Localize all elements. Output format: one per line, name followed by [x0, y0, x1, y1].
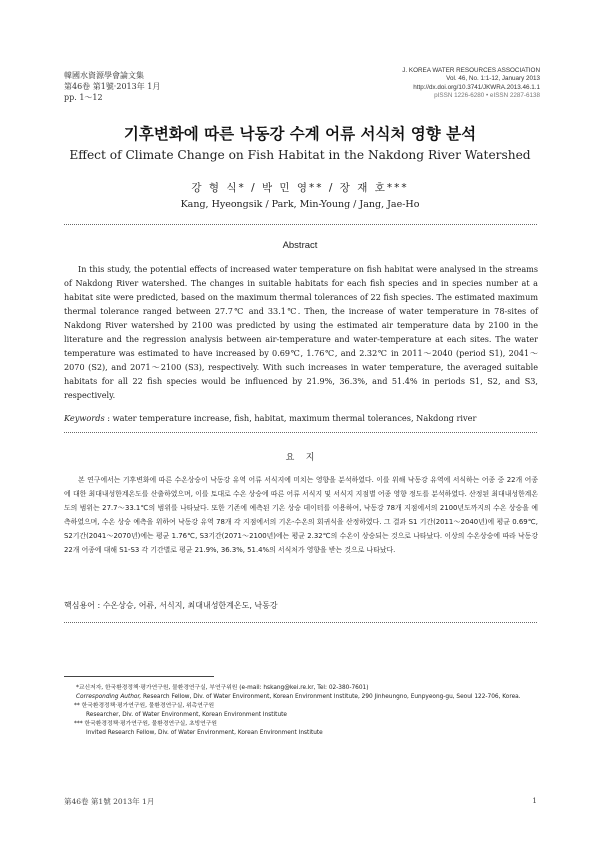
summary-keywords-text: 수온상승, 어류, 서식지, 최대내성한계온도, 낙동강 — [102, 601, 278, 610]
summary-text: 본 연구에서는 기후변화에 따른 수온상승이 낙동강 유역 어류 서식지에 미치는 영향을 분석하였다. 이를 위해 낙동강 유역에 서식하는 어종 중 22개 어종에 대한 최대내성한계온도를 산출하였으며, 이를 토대로 수온 상승에 따른 어류 서식지 및 서식지 지점별 어종 영향 정도를 분석하였다. 산정된 최대내성한계온도의 범위는 27.7～33.1℃의 범위를 나타났다. 또한 기존에 예측된 기온 상승 데이터를 이용하여, 낙동강 78개 지점에서의 2100년도까지의 수온 상승을 예측하였으며, 수온 상승 예측을 위하여 낙동강 유역 78개 각 지점에서의 기온-수온의 회귀식을 산정하였다. 그 결과 S1 기간(2011～2040년)에 평균 0.69℃, S2기간(2041～2070년)에는 평균 1.76℃, S3기간(2071～2100년)에는 평균 2.32℃의 수온이 상승되는 것으로 나타났다. 이상의 수온상승에 따라 낙동강 22개 어종에 대해 S1-S3 각 기간별로 평균 21.9%, 36.3%, 51.4%의 서식처가 영향을 받는 것으로 나타났다. — [64, 476, 538, 555]
footnote-3-en: Invited Research Fellow, Div. of Water Environment, Korean Environment Institute — [86, 729, 323, 736]
footnote-2 — [64, 702, 538, 711]
authors-ko: 강 형 식* / 박 민 영** / 장 재 호*** — [191, 182, 409, 194]
journal-name-en: J. KOREA WATER RESOURCES ASSOCIATION — [402, 67, 540, 74]
page-range: pp. 1～12 — [64, 93, 103, 102]
summary-heading: 요 지 — [285, 453, 315, 463]
footnote-1-mark: * — [76, 685, 79, 691]
journal-header-left — [64, 70, 160, 103]
abstract-text: In this study, the potential effects of increased water temperature on fish habitat were analysed in the streams of Nakdong River watershed. The changes in suitable habitats for each fish species and in species number at a habitat site were predicted, based on the maximum thermal tolerances of 22 fish species. The estimated maximum thermal tolerance ranged between 27.7℃ and 33.1℃. Then, the increase of water temperature in 78-sites of Nakdong River watershed by 2100 was predicted by using the estimated air temperature data by 2100 in the literature and the regression analysis between air-temperature and water-temperature at each sites. The water temperature was estimated to have increased by 0.69℃, 1.76℃, and 2.32℃ in 2011～2040 (period S1), 2041～2070 (S2), and 2071～2100 (S3), respectively. With such increases in water temperature, the averaged suitable habitats for all 22 fish species would be influenced by 21.9%, 36.3%, and 51.4% in periods S1, S2, and S3, respectively. — [64, 264, 538, 400]
paper-title-en: Effect of Climate Change on Fish Habitat in the Nakdong River Watershed — [69, 148, 531, 162]
footnote-2-ko: 한국환경정책·평가연구원, 물환경연구실, 위촉연구원 — [81, 703, 215, 710]
doi-link[interactable]: http://dx.doi.org/10.3741/JKWRA.2013.46.1.1 — [413, 83, 540, 91]
volume-ko: 第46卷 第1號·2013年 1月 — [64, 82, 161, 91]
paper-title-ko: 기후변화에 따른 낙동강 수계 어류 서식처 영향 분석 — [123, 125, 477, 143]
page-number: 1 — [532, 796, 537, 805]
journal-name-ko: 韓國水資源學會論文集 — [64, 71, 144, 80]
divider — [64, 224, 537, 225]
footnote-rule — [64, 676, 214, 677]
authors-en: Kang, Hyeongsik / Park, Min-Young / Jang, Jae-Ho — [180, 199, 420, 210]
issn: pISSN 1226-6280 • eISSN 2287-6138 — [434, 92, 540, 100]
footnote-3-ko: 한국환경정책·평가연구원, 물환경연구실, 초빙연구원 — [84, 721, 217, 728]
volume-en: Vol. 46, No. 1:1-12, January 2013 — [446, 75, 540, 83]
footnote-1-en — [64, 693, 538, 702]
footnote-1-en-text: Research Fellow, Div. of Water Environment, Korean Environment Institute, 290 Jinheungno, Eunpyeong-gu, Seoul 122-706, Korea. — [143, 693, 521, 700]
abstract-keywords: Keywords : water temperature increase, fish, habitat, maximum thermal tolerances, Nakdong river — [64, 413, 477, 423]
footnotes — [64, 684, 538, 738]
divider — [64, 432, 537, 433]
abstract-heading: Abstract — [282, 240, 318, 251]
keywords-label: Keywords — [64, 413, 105, 423]
footnote-1 — [64, 684, 538, 693]
footnote-3 — [64, 720, 538, 729]
footnote-2-en: Researcher, Div. of Water Environment, Korean Environment Institute — [86, 711, 287, 718]
journal-header-right — [402, 67, 540, 101]
footnote-3-mark: *** — [74, 721, 83, 728]
footer-volume: 第46卷 第1號 2013年 1月 — [64, 797, 155, 806]
footnote-1-ko: 교신저자, 한국환경정책·평가연구원, 물환경연구실, 부연구위원 (e-mail: hskang@kei.re.kr, Tel: 02-380-7601) — [78, 685, 369, 691]
summary-keywords — [64, 600, 278, 611]
summary-keywords-label: 핵심용어 : — [64, 601, 101, 610]
footnote-2-mark: ** — [74, 703, 80, 710]
divider — [64, 622, 537, 623]
corresponding-author-label: Corresponding Author, — [76, 693, 142, 700]
keywords-text: water temperature increase, fish, habitat, maximum thermal tolerances, Nakdong river — [112, 413, 477, 423]
